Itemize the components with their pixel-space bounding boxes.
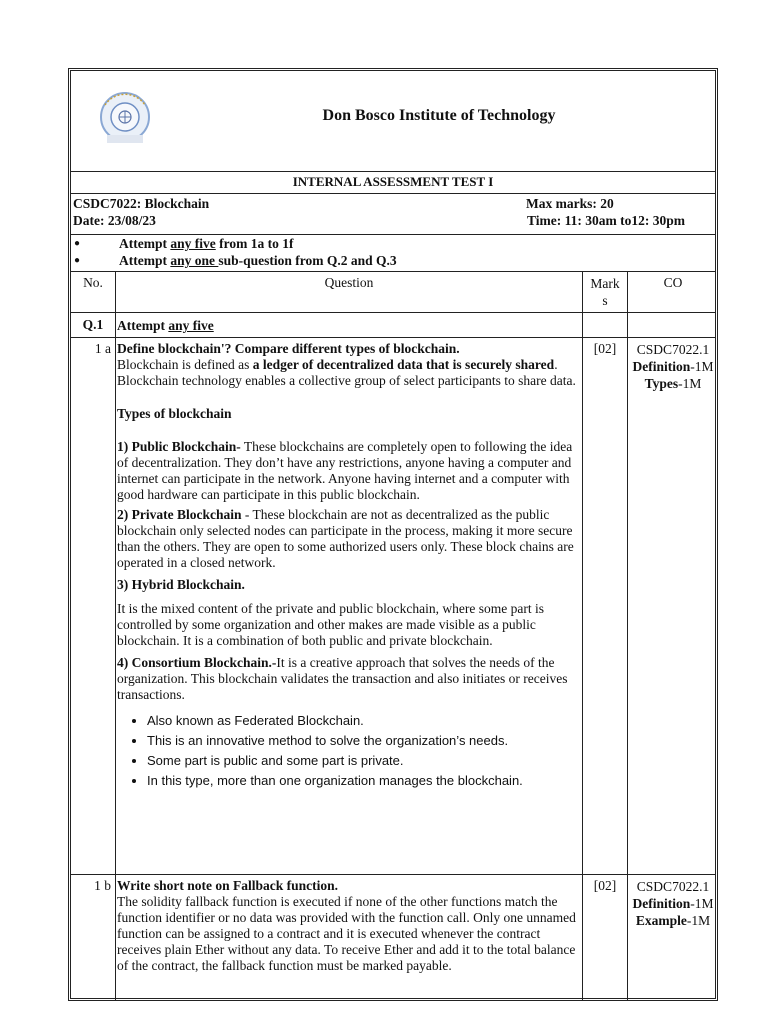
max-marks: Max marks: 20 (526, 196, 614, 211)
q1a-consortium: 4) Consortium Blockchain.-It is a creative approach that solves the needs of the organization. This blockchain validates the transaction and also initiates or receives transactions. (117, 655, 568, 702)
co-code: CSDC7022.1 (636, 879, 710, 894)
q1-divider (71, 337, 715, 338)
exam-meta (71, 193, 715, 235)
col-divider-no (115, 271, 116, 1000)
course-name: CSDC7022: Blockchain (73, 196, 210, 211)
q1a-public: 1) Public Blockchain- These blockchains are completely open to following the idea of decentralization. They don’t have any restrictions, anyone having a computer and internet can participate in the network. Anyone having internet and a computer with good hardware can participate in this public blockchain. (117, 439, 573, 502)
q1a-question: Define blockchain'? Compare different types of blockchain. (117, 341, 460, 356)
table-header-divider (71, 312, 715, 313)
question-paper (68, 68, 718, 1001)
q1a-bullet-list (117, 713, 579, 789)
header (71, 71, 715, 172)
q1-number: Q.1 (82, 317, 104, 332)
col-header-marks: Mark s (590, 276, 620, 308)
q1b-question: Write short note on Fallback function. (117, 878, 339, 893)
exam-time: Time: 11: 30am to12: 30pm (527, 213, 685, 228)
co-types: Types-1M (644, 376, 702, 391)
q1a-private: 2) Private Blockchain - These blockchain are not as decentralized as the public blockchain only selected nodes can participate in the process, making it more secure than the others. They are open to some authorized users only. These block chains are operated in a closed network. (117, 507, 574, 570)
q1b-answer (117, 878, 579, 974)
col-header-no: No. (83, 275, 103, 290)
co-code: CSDC7022.1 (636, 342, 710, 357)
q1a-divider (71, 874, 715, 875)
q1a-answer (117, 341, 579, 793)
q1a-marks: [02] (593, 341, 617, 356)
col-header-question: Question (324, 275, 374, 290)
q1a-number: 1 a (94, 341, 111, 356)
q1a-hybrid-title: 3) Hybrid Blockchain. (117, 577, 245, 592)
list-item: • Also known as Federated Blockchain. (147, 713, 579, 729)
q1b-text: The solidity fallback function is executed if none of the other functions match the function identifier or no data was provided with the function call. Only one unnamed function can be assigned to a contract and it is executed whenever the contract receives plain Ether without any data. To receive Ether and add it to the total balance of the contract, the fallback function must be marked payable. (117, 894, 576, 973)
list-item: • In this type, more than one organization manages the blockchain. (147, 773, 579, 789)
list-item: • Some part is public and some part is private. (147, 753, 579, 769)
q1a-co (628, 341, 718, 392)
q1b-number: 1 b (94, 878, 111, 893)
paper-border (70, 70, 716, 999)
q1a-hybrid: It is the mixed content of the private and public blockchain, where some part is controlled by some organization and other makes are made visible as a public blockchain. It is a combination of both public and private blockchain. (117, 601, 544, 648)
col-header-co: CO (663, 275, 683, 290)
q1b-marks: [02] (593, 878, 617, 893)
q1a-definition: Blockchain is defined as a ledger of decentralized data that is securely shared. Blockchain technology enables a collective group of select participants to share data. (117, 357, 576, 388)
co-definition: Definition-1M (632, 896, 714, 911)
exam-date: Date: 23/08/23 (73, 213, 156, 228)
instructions: ● Attempt any five from 1a to 1f ● Attempt any one sub-question from Q.2 and Q.3 (71, 234, 715, 272)
co-definition: Definition-1M (632, 359, 714, 374)
bullet-icon: ● (74, 238, 81, 249)
bullet-icon: ● (74, 255, 81, 266)
q1-title: Attempt any five (117, 318, 214, 333)
institute-name: Don Bosco Institute of Technology (322, 107, 556, 124)
q1a-types-heading: Types of blockchain (117, 406, 232, 421)
q1b-co (628, 878, 718, 929)
test-title: INTERNAL ASSESSMENT TEST I (71, 171, 715, 194)
list-item: • This is an innovative method to solve the organization’s needs. (147, 733, 579, 749)
co-example: Example-1M (635, 913, 711, 928)
